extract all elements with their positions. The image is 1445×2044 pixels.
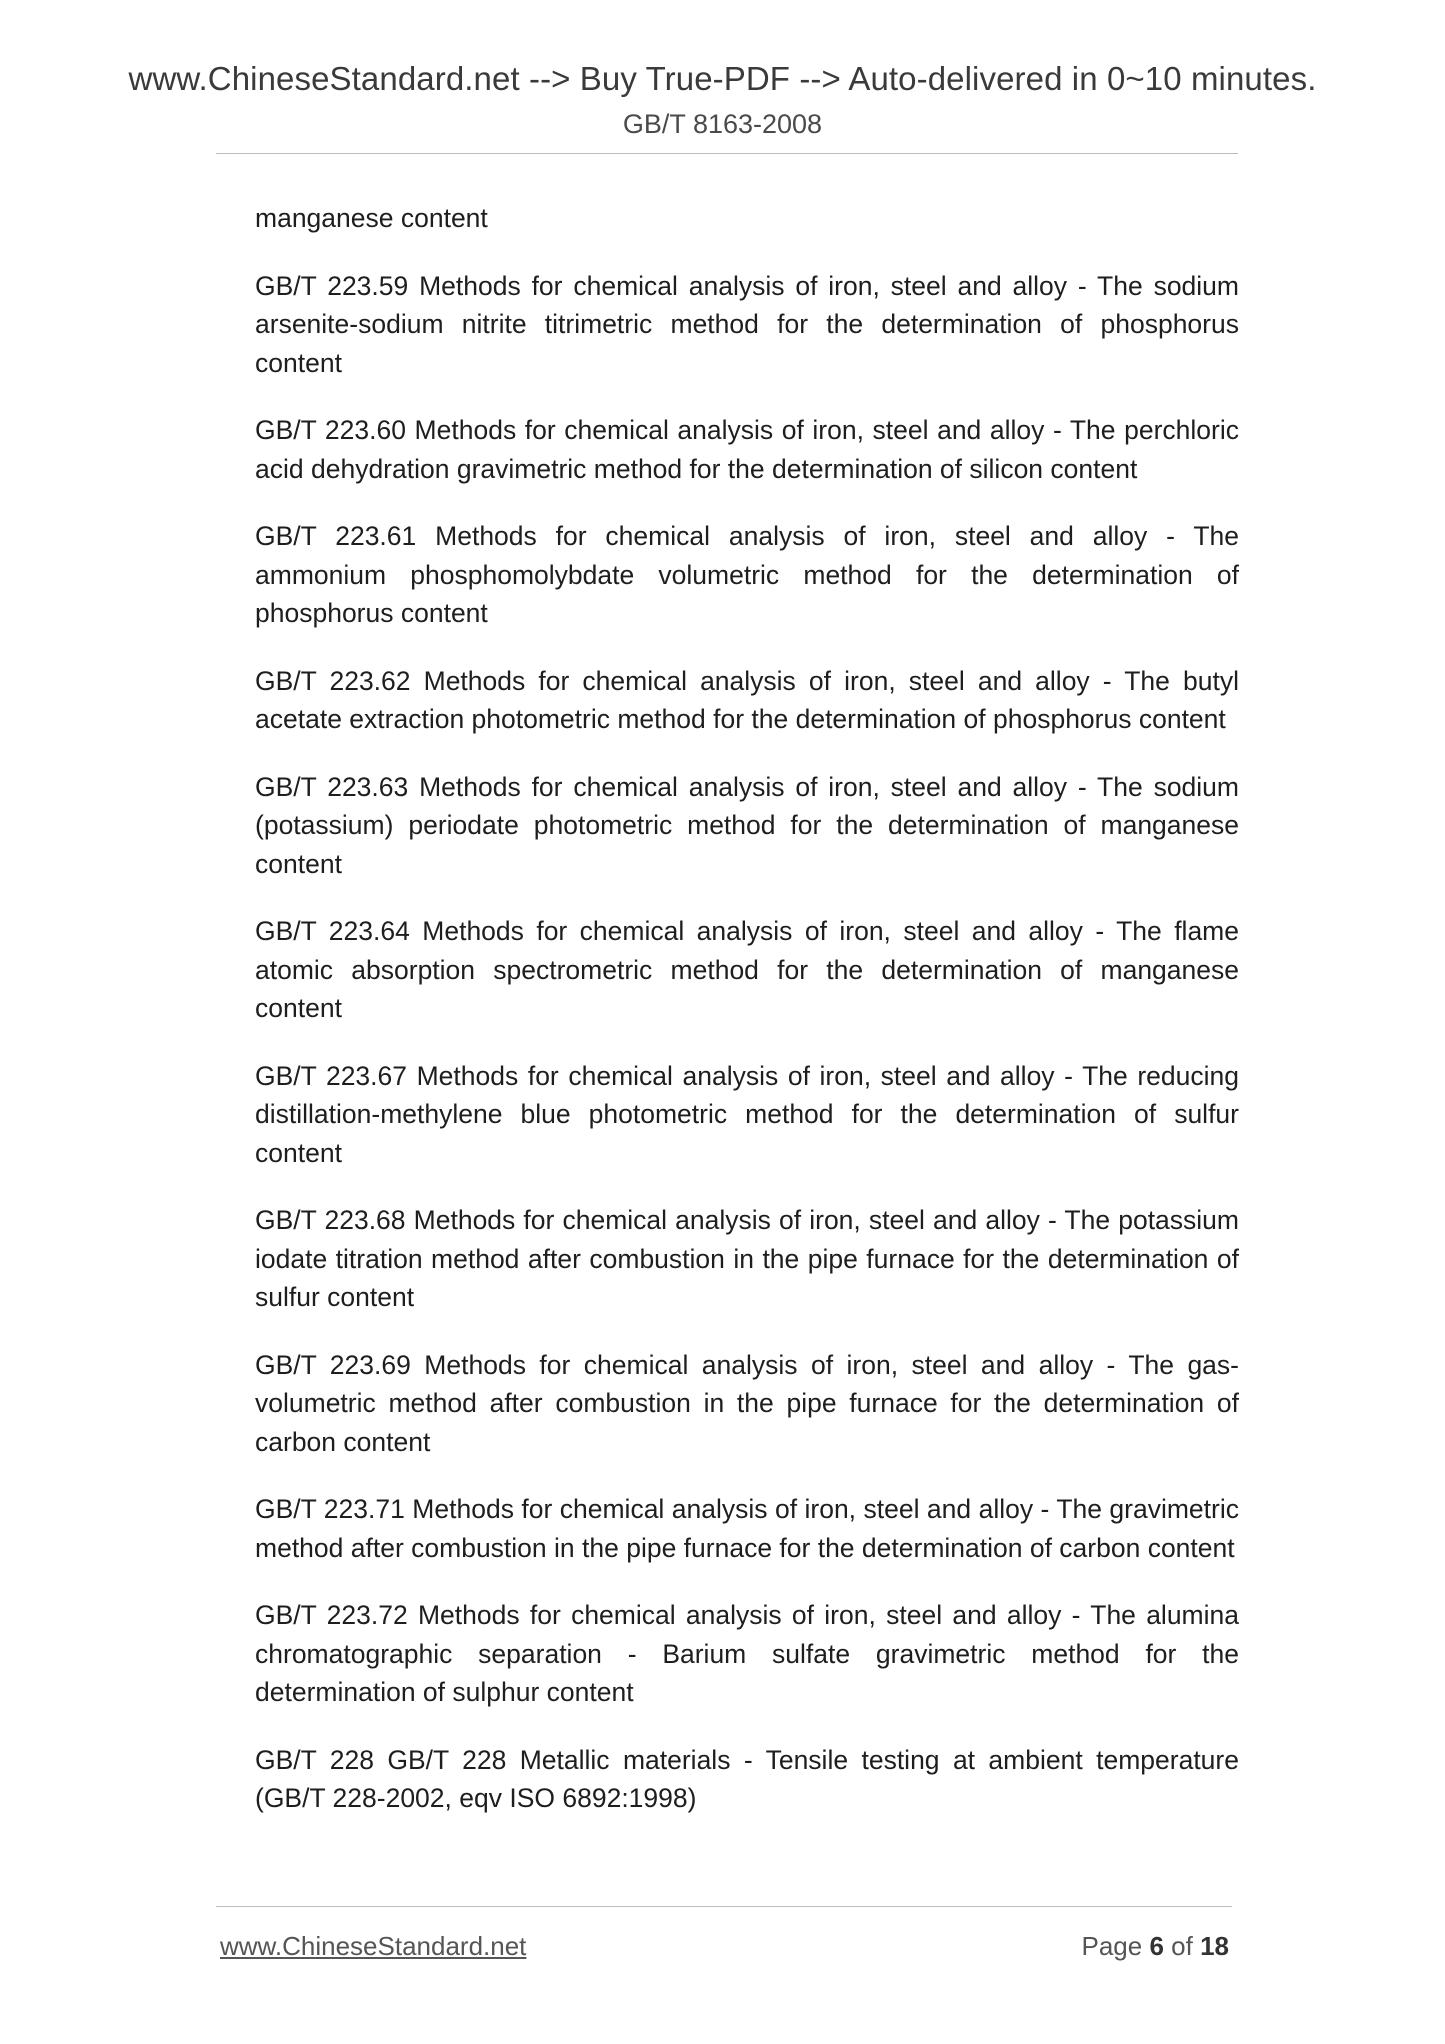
page-total: 18	[1200, 1931, 1229, 1961]
paragraph: GB/T 223.72 Methods for chemical analysis of iron, steel and alloy - The alumina chromatographic separation - Barium sulfate gravimetric method for the determination of sulphur content	[255, 1600, 1239, 1707]
standard-code: GB/T 8163-2008	[622, 109, 823, 139]
document-body	[255, 199, 1239, 1847]
paragraph: GB/T 223.71 Methods for chemical analysis of iron, steel and alloy - The gravimetric method after combustion in the pipe furnace for the determination of carbon content	[255, 1494, 1239, 1563]
paragraph: GB/T 223.62 Methods for chemical analysis of iron, steel and alloy - The butyl acetate extraction photometric method for the determination of phosphorus content	[255, 665, 1239, 734]
page-prefix: Page	[1081, 1931, 1143, 1961]
paragraph: GB/T 223.69 Methods for chemical analysis of iron, steel and alloy - The gas-volumetric method after combustion in the pipe furnace for the determination of carbon content	[255, 1349, 1239, 1457]
page-of: of	[1171, 1931, 1193, 1961]
paragraph: GB/T 223.67 Methods for chemical analysis of iron, steel and alloy - The reducing distillation-methylene blue photometric method for the determination of sulfur content	[255, 1060, 1239, 1168]
paragraph: GB/T 223.64 Methods for chemical analysis of iron, steel and alloy - The flame atomic absorption spectrometric method for the determination of manganese content	[255, 916, 1239, 1023]
page-current: 6	[1149, 1931, 1164, 1961]
page-indicator	[1081, 1928, 1229, 1964]
paragraph: GB/T 223.59 Methods for chemical analysis of iron, steel and alloy - The sodium arsenite-sodium nitrite titrimetric method for the determination of phosphorus content	[255, 270, 1239, 378]
paragraph: GB/T 223.63 Methods for chemical analysis of iron, steel and alloy - The sodium (potassium) periodate photometric method for the determination of manganese content	[255, 771, 1239, 879]
paragraph: GB/T 228 GB/T 228 Metallic materials - Tensile testing at ambient temperature (GB/T 228-2002, eqv ISO 6892:1998)	[255, 1744, 1239, 1813]
promo-banner: www.ChineseStandard.net --> Buy True-PDF --> Auto-delivered in 0~10 minutes.	[128, 60, 1317, 97]
header-divider	[216, 153, 1238, 154]
page-header	[0, 56, 1445, 144]
paragraph: GB/T 223.61 Methods for chemical analysis of iron, steel and alloy - The ammonium phosphomolybdate volumetric method for the determination of phosphorus content	[255, 521, 1239, 628]
site-link[interactable]: www.ChineseStandard.net	[220, 1931, 527, 1961]
paragraph: GB/T 223.68 Methods for chemical analysis of iron, steel and alloy - The potassium iodate titration method after combustion in the pipe furnace for the determination of sulfur content	[255, 1205, 1239, 1312]
paragraph: GB/T 223.60 Methods for chemical analysis of iron, steel and alloy - The perchloric acid dehydration gravimetric method for the determination of silicon content	[255, 415, 1239, 484]
paragraph: manganese content	[255, 203, 488, 233]
footer-divider	[216, 1906, 1232, 1907]
